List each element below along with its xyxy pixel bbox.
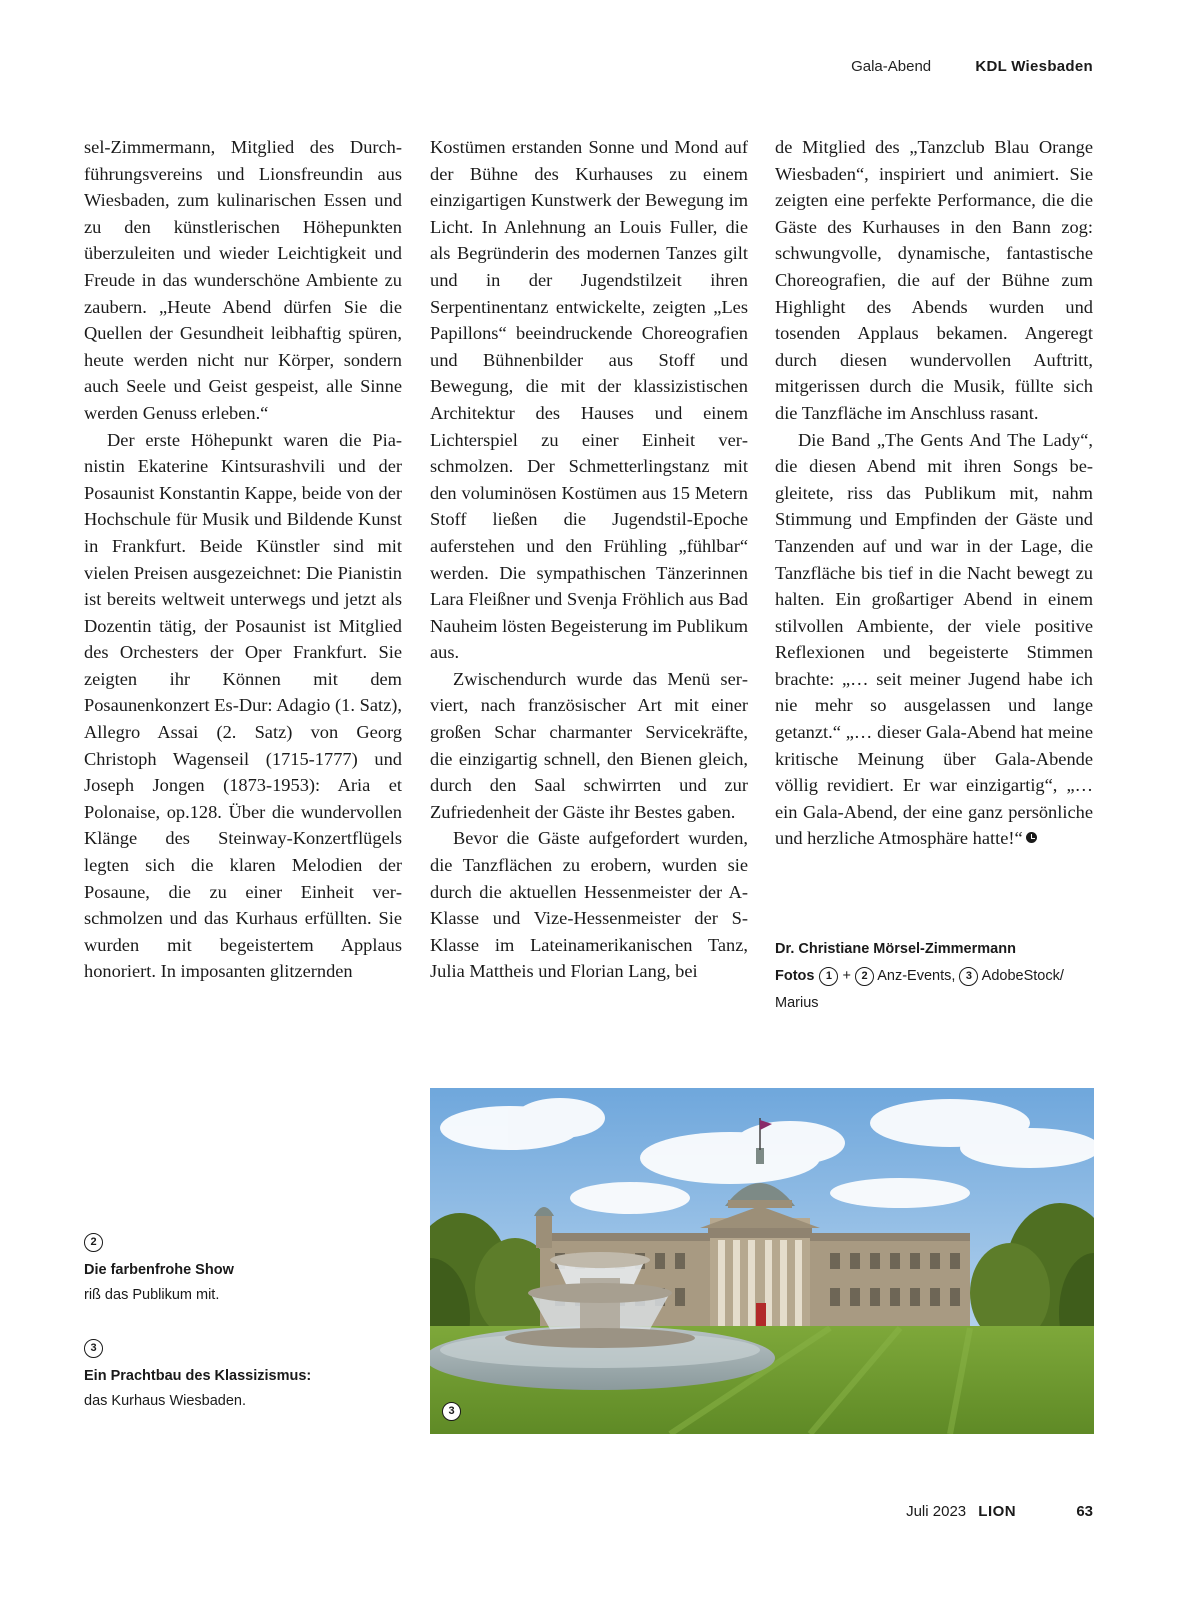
photo-credits: [775, 963, 1095, 990]
caption-text: das Kurhaus Wiesbaden.: [84, 1393, 247, 1410]
caption-text: riß das Publikum mit.: [84, 1287, 220, 1304]
caption-title: Ein Prachtbau des Klassizismus:: [84, 1368, 312, 1385]
text-column-1: [84, 134, 402, 985]
photo-source: AdobeStock/: [981, 968, 1064, 984]
kurhaus-illustration: [430, 1088, 1094, 1434]
article-end-icon: [1026, 832, 1037, 843]
paragraph: sel-Zimmermann, Mitglied des Durchführungsvereins und Lionsfreundin aus Wiesbaden, zum kulinarischen Essen und zu den künstlerischen Höhepunkten überzuleiten und wieder Leichtigkeit und Freude in das wunderschöne Ambiente zu zaubern. „Heute Abend dürfen Sie die Quellen der Gesundheit leibhaftig spüren, heute werden nicht nur Körper, sondern auch Seele und Geist gespeist, alle Sinne werden Genuss erleben.“: [84, 137, 402, 423]
paragraph: Zwischendurch wurde das Menü serviert, nach französischer Art mit einer großen Schar charmanter Servicekräfte, die einzigartig schnell, den Bienen gleich, durch den Saal schwirrten und zur Zufriedenheit der Gäste ihr Bestes gaben.: [430, 668, 748, 822]
caption-number-badge: 3: [84, 1339, 103, 1358]
issue-date: Juli 2023: [906, 1503, 967, 1520]
paragraph: Der erste Höhepunkt waren die Pianistin Ekaterine Kintsurashvili und der Posaunist Konstantin Kappe, beide von der Hochschule für Musik und Bildende Kunst in Frankfurt. Beide Künstler sind mit vielen Preisen ausgezeichnet: Die Pianistin ist bereits weltweit unterwegs und jetzt als Dozentin tätig, der Posaunist ist Mitglied des Orchesters der Oper Frankfurt. Sie zeigten ihr Können mit dem Posaunenkonzert Es-Dur: Adagio (1. Satz), Allegro Assai (2. Satz) von Georg Christoph Wagenseil (1715-1777) und Joseph Jongen (1873-1953): Aria et Polonaise, op.128. Über die wundervollen Klänge des Steinway-Konzertflügels legten sich die klaren Melodien der Posaune, die zu einer Einheit verschmolzen und das Kurhaus erfüllten. Sie wurden mit begeistertem Applaus honoriert. In imposanten glitzernden: [84, 429, 402, 982]
paragraph-text: Die Band „The Gents And The Lady“, die diesen Abend mit ihren Songs begleitete, riss das Publikum mit, nahm Stimmung und Empfinden der Gäste und Tanzenden auf und war in der Lage, die Tanzfläche bis tief in die Nacht bewegt zu halten. Ein großartiger Abend in einem stilvollen Ambiente, der viele positive Reflexionen und begeisterte Stimmen brachte: „… seit meiner Jugend habe ich nie mehr so ausgelassen und lange getanzt.“ „… dieser Gala-Abend hat meine kritische Meinung über Gala-Abende völlig revidiert. Er war einzigartig“, „… ein Gala-Abend, der eine ganz persönliche und herzliche Atmosphäre hatte!“: [775, 429, 1093, 849]
page-footer: [906, 1503, 1093, 1520]
header-issue: KDL Wiesbaden: [975, 58, 1093, 75]
plus-sign: +: [842, 968, 851, 984]
photo-number-badge: 2: [855, 967, 874, 986]
text-column-3: [775, 134, 1093, 852]
photo-caption-2: [84, 1233, 384, 1308]
paragraph-final: [775, 427, 1093, 853]
caption-number-badge: 2: [84, 1233, 103, 1252]
paragraph: Kostümen erstanden Sonne und Mond auf der Bühne des Kurhauses zu einem einzigartigen Kunstwerk der Bewegung im Licht. In Anlehnung an Louis Fuller, die als Begründerin des modernen Tanzes gilt und in der Jugendstilzeit ihren Serpentinentanz entwickelte, zeigten „Les Papillons“ beeindruckende Choreografien und Bühnenbilder aus Stoff und Bewegung, die mit der klassizistischen Architektur des Hauses und einem Lichterspiel zu einer Einheit verschmolzen. Der Schmetterlingstanz mit den voluminösen Kostümen aus 15 Metern Stoff ließen die Jugendstil-Epoche auferstehen und den Frühling „fühlbar“ werden. Die sympathischen Tänzerinnen Lara Fleißner und Svenja Fröhlich aus Bad Nauheim lösten Begeisterung im Publikum aus.: [430, 137, 748, 663]
text-column-2: [430, 134, 748, 985]
magazine-brand: LION: [978, 1503, 1017, 1520]
photo-source-continued: Marius: [775, 995, 819, 1011]
photo-number-badge: 3: [959, 967, 978, 986]
caption-title: Die farbenfrohe Show: [84, 1262, 234, 1279]
photo-number-badge: 3: [442, 1402, 461, 1421]
page-number: 63: [1076, 1503, 1093, 1520]
article-credits: [775, 936, 1095, 1017]
kurhaus-photo: [430, 1088, 1094, 1434]
photo-caption-3: [84, 1339, 384, 1414]
header-section: Gala-Abend: [851, 58, 932, 75]
paragraph: de Mitglied des „Tanzclub Blau Orange Wiesbaden“, inspiriert und animiert. Sie zeigten eine perfekte Performance, die die Gäste des Kurhauses in den Bann zog: schwungvolle, dynamische, fantastische Choreografien, die auf der Bühne zum Highlight des Abends wurden und tosenden Applaus bekamen. Angeregt durch diesen wundervollen Auftritt, mitgerissen durch die Musik, füllte sich die Tanzfläche im Anschluss rasant.: [775, 137, 1093, 423]
photo-credits-label: Fotos: [775, 968, 815, 984]
paragraph: Bevor die Gäste aufgefordert wurden, die Tanzflächen zu erobern, wurden sie durch die aktuellen Hessenmeister der A-Klasse und Vize-Hessenmeister der S-Klasse im Lateinamerikanischen Tanz, Julia Mattheis und Florian Lang, bei: [430, 828, 748, 982]
photo-source: Anz-Events,: [877, 968, 956, 984]
photo-number-badge: 1: [819, 967, 838, 986]
author-name: Dr. Christiane Mörsel-Zimmermann: [775, 941, 1016, 957]
running-header: [851, 58, 1093, 75]
